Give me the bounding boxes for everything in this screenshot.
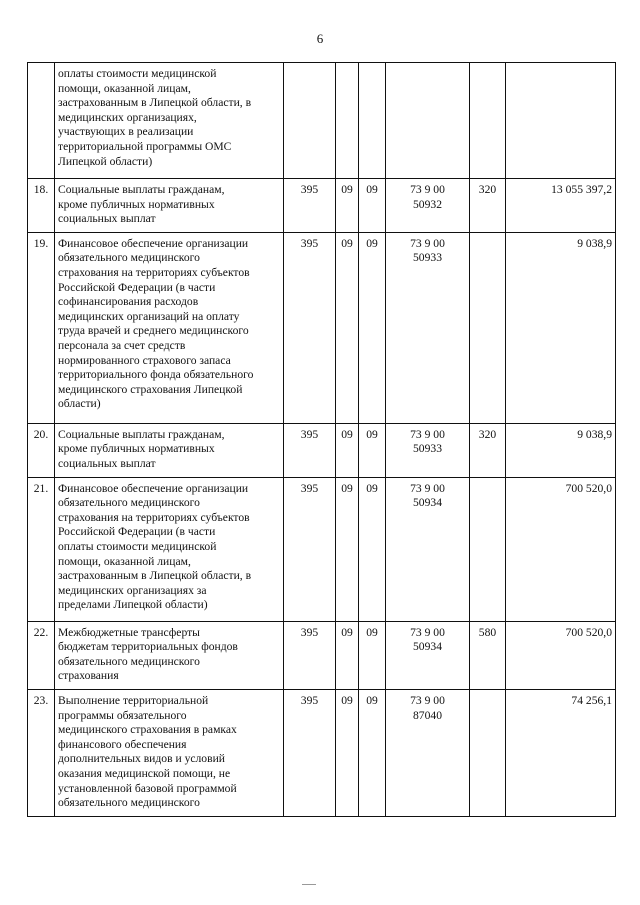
csr-line: 50932 bbox=[413, 197, 442, 211]
name-line: Российской Федерации (в части bbox=[58, 525, 216, 539]
row-csr bbox=[386, 63, 470, 179]
row-amount: 700 520,0 bbox=[506, 621, 616, 689]
row-vr bbox=[470, 232, 506, 423]
name-line: территориального фонда обязательного bbox=[58, 368, 254, 382]
row-csr bbox=[386, 621, 470, 689]
csr-line: 50934 bbox=[413, 496, 442, 510]
csr-line: 73 9 00 bbox=[410, 427, 445, 441]
row-number: 20. bbox=[28, 423, 55, 477]
row-csr bbox=[386, 232, 470, 423]
name-line: кроме публичных нормативных bbox=[58, 197, 215, 211]
table-row bbox=[28, 179, 616, 233]
csr-line: 50933 bbox=[413, 442, 442, 456]
name-line: медицинских организациях, bbox=[58, 110, 197, 124]
row-csr bbox=[386, 179, 470, 233]
row-section: 09 bbox=[336, 232, 359, 423]
row-amount: 9 038,9 bbox=[506, 423, 616, 477]
row-number: 23. bbox=[28, 689, 55, 816]
row-admin: 395 bbox=[284, 689, 336, 816]
row-number: 19. bbox=[28, 232, 55, 423]
row-section: 09 bbox=[336, 689, 359, 816]
row-vr: 580 bbox=[470, 621, 506, 689]
row-number: 21. bbox=[28, 477, 55, 621]
row-amount: 13 055 397,2 bbox=[506, 179, 616, 233]
row-vr bbox=[470, 63, 506, 179]
csr-line: 73 9 00 bbox=[410, 183, 445, 196]
row-admin: 395 bbox=[284, 621, 336, 689]
csr-line: 73 9 00 bbox=[410, 481, 445, 495]
name-line: оплаты стоимости медицинской bbox=[58, 539, 217, 553]
row-name bbox=[55, 232, 284, 423]
row-subsection bbox=[359, 63, 386, 179]
name-line: финансового обеспечения bbox=[58, 737, 187, 751]
name-line: Социальные выплаты гражданам, bbox=[58, 427, 225, 441]
row-section: 09 bbox=[336, 621, 359, 689]
name-line: Липецкой области) bbox=[58, 154, 153, 168]
name-line: кроме публичных нормативных bbox=[58, 442, 215, 456]
name-line: застрахованным в Липецкой области, в bbox=[58, 569, 252, 583]
row-amount bbox=[506, 63, 616, 179]
name-line: помощи, оказанной лицам, bbox=[58, 554, 191, 568]
row-csr bbox=[386, 689, 470, 816]
row-name bbox=[55, 179, 284, 233]
row-section bbox=[336, 63, 359, 179]
name-line: территориальной программы ОМС bbox=[58, 139, 232, 153]
row-admin: 395 bbox=[284, 423, 336, 477]
name-line: Выполнение территориальной bbox=[58, 693, 209, 707]
name-line: социальных выплат bbox=[58, 456, 156, 470]
row-subsection: 09 bbox=[359, 477, 386, 621]
table-row bbox=[28, 621, 616, 689]
row-admin: 395 bbox=[284, 232, 336, 423]
name-line: Межбюджетные трансферты bbox=[58, 625, 200, 639]
row-subsection: 09 bbox=[359, 423, 386, 477]
name-line: обязательного медицинского bbox=[58, 251, 200, 265]
row-csr bbox=[386, 423, 470, 477]
row-name bbox=[55, 689, 284, 816]
name-line: установленной базовой программой bbox=[58, 781, 237, 795]
table-row bbox=[28, 689, 616, 816]
row-subsection: 09 bbox=[359, 232, 386, 423]
name-line: помощи, оказанной лицам, bbox=[58, 81, 191, 95]
name-line: участвующих в реализации bbox=[58, 125, 194, 139]
row-vr bbox=[470, 477, 506, 621]
row-amount: 9 038,9 bbox=[506, 232, 616, 423]
table-row bbox=[28, 423, 616, 477]
page-number: 6 bbox=[316, 31, 324, 46]
row-section: 09 bbox=[336, 477, 359, 621]
row-admin bbox=[284, 63, 336, 179]
name-line: медицинских организациях за bbox=[58, 583, 207, 597]
row-subsection: 09 bbox=[359, 621, 386, 689]
table-row bbox=[28, 477, 616, 621]
name-line: персонала за счет средств bbox=[58, 338, 186, 352]
row-admin: 395 bbox=[284, 179, 336, 233]
name-line: оказания медицинской помощи, не bbox=[58, 766, 231, 780]
name-line: оплаты стоимости медицинской bbox=[58, 67, 217, 80]
row-vr bbox=[470, 689, 506, 816]
csr-line: 50934 bbox=[413, 640, 442, 654]
name-line: обязательного медицинского bbox=[58, 654, 200, 668]
row-subsection: 09 bbox=[359, 689, 386, 816]
name-line: дополнительных видов и условий bbox=[58, 752, 225, 766]
row-admin: 395 bbox=[284, 477, 336, 621]
name-line: труда врачей и среднего медицинского bbox=[58, 324, 249, 338]
name-line: обязательного медицинского bbox=[58, 496, 200, 510]
name-line: пределами Липецкой области) bbox=[58, 598, 208, 612]
row-name bbox=[55, 477, 284, 621]
row-section: 09 bbox=[336, 179, 359, 233]
name-line: нормированного страхового запаса bbox=[58, 353, 231, 367]
table-row bbox=[28, 232, 616, 423]
name-line: Социальные выплаты гражданам, bbox=[58, 183, 225, 196]
scan-mark bbox=[302, 884, 316, 885]
name-line: Финансовое обеспечение организации bbox=[58, 481, 249, 495]
row-name bbox=[55, 423, 284, 477]
csr-line: 73 9 00 bbox=[410, 236, 445, 250]
csr-line: 87040 bbox=[413, 708, 442, 722]
row-number bbox=[28, 63, 55, 179]
name-line: социальных выплат bbox=[58, 212, 156, 226]
name-line: страхования на территориях субъектов bbox=[58, 265, 250, 279]
name-line: софинансирования расходов bbox=[58, 295, 199, 309]
row-subsection: 09 bbox=[359, 179, 386, 233]
row-vr: 320 bbox=[470, 423, 506, 477]
row-vr: 320 bbox=[470, 179, 506, 233]
budget-table bbox=[27, 62, 616, 817]
table-row bbox=[28, 63, 616, 179]
csr-line: 73 9 00 bbox=[410, 625, 445, 639]
csr-line: 50933 bbox=[413, 251, 442, 265]
name-line: программы обязательного bbox=[58, 708, 187, 722]
name-line: медицинского страхования Липецкой bbox=[58, 382, 243, 396]
name-line: застрахованным в Липецкой области, в bbox=[58, 96, 252, 110]
name-line: бюджетам территориальных фондов bbox=[58, 640, 238, 654]
row-name bbox=[55, 63, 284, 179]
row-name bbox=[55, 621, 284, 689]
csr-line: 73 9 00 bbox=[410, 693, 445, 707]
row-number: 18. bbox=[28, 179, 55, 233]
name-line: обязательного медицинского bbox=[58, 796, 200, 810]
row-section: 09 bbox=[336, 423, 359, 477]
row-number: 22. bbox=[28, 621, 55, 689]
row-amount: 74 256,1 bbox=[506, 689, 616, 816]
row-amount: 700 520,0 bbox=[506, 477, 616, 621]
name-line: страхования bbox=[58, 669, 119, 683]
name-line: страхования на территориях субъектов bbox=[58, 510, 250, 524]
name-line: Финансовое обеспечение организации bbox=[58, 236, 249, 250]
name-line: области) bbox=[58, 397, 101, 411]
name-line: Российской Федерации (в части bbox=[58, 280, 216, 294]
row-csr bbox=[386, 477, 470, 621]
name-line: медицинских организаций на оплату bbox=[58, 309, 240, 323]
name-line: медицинского страхования в рамках bbox=[58, 723, 237, 737]
